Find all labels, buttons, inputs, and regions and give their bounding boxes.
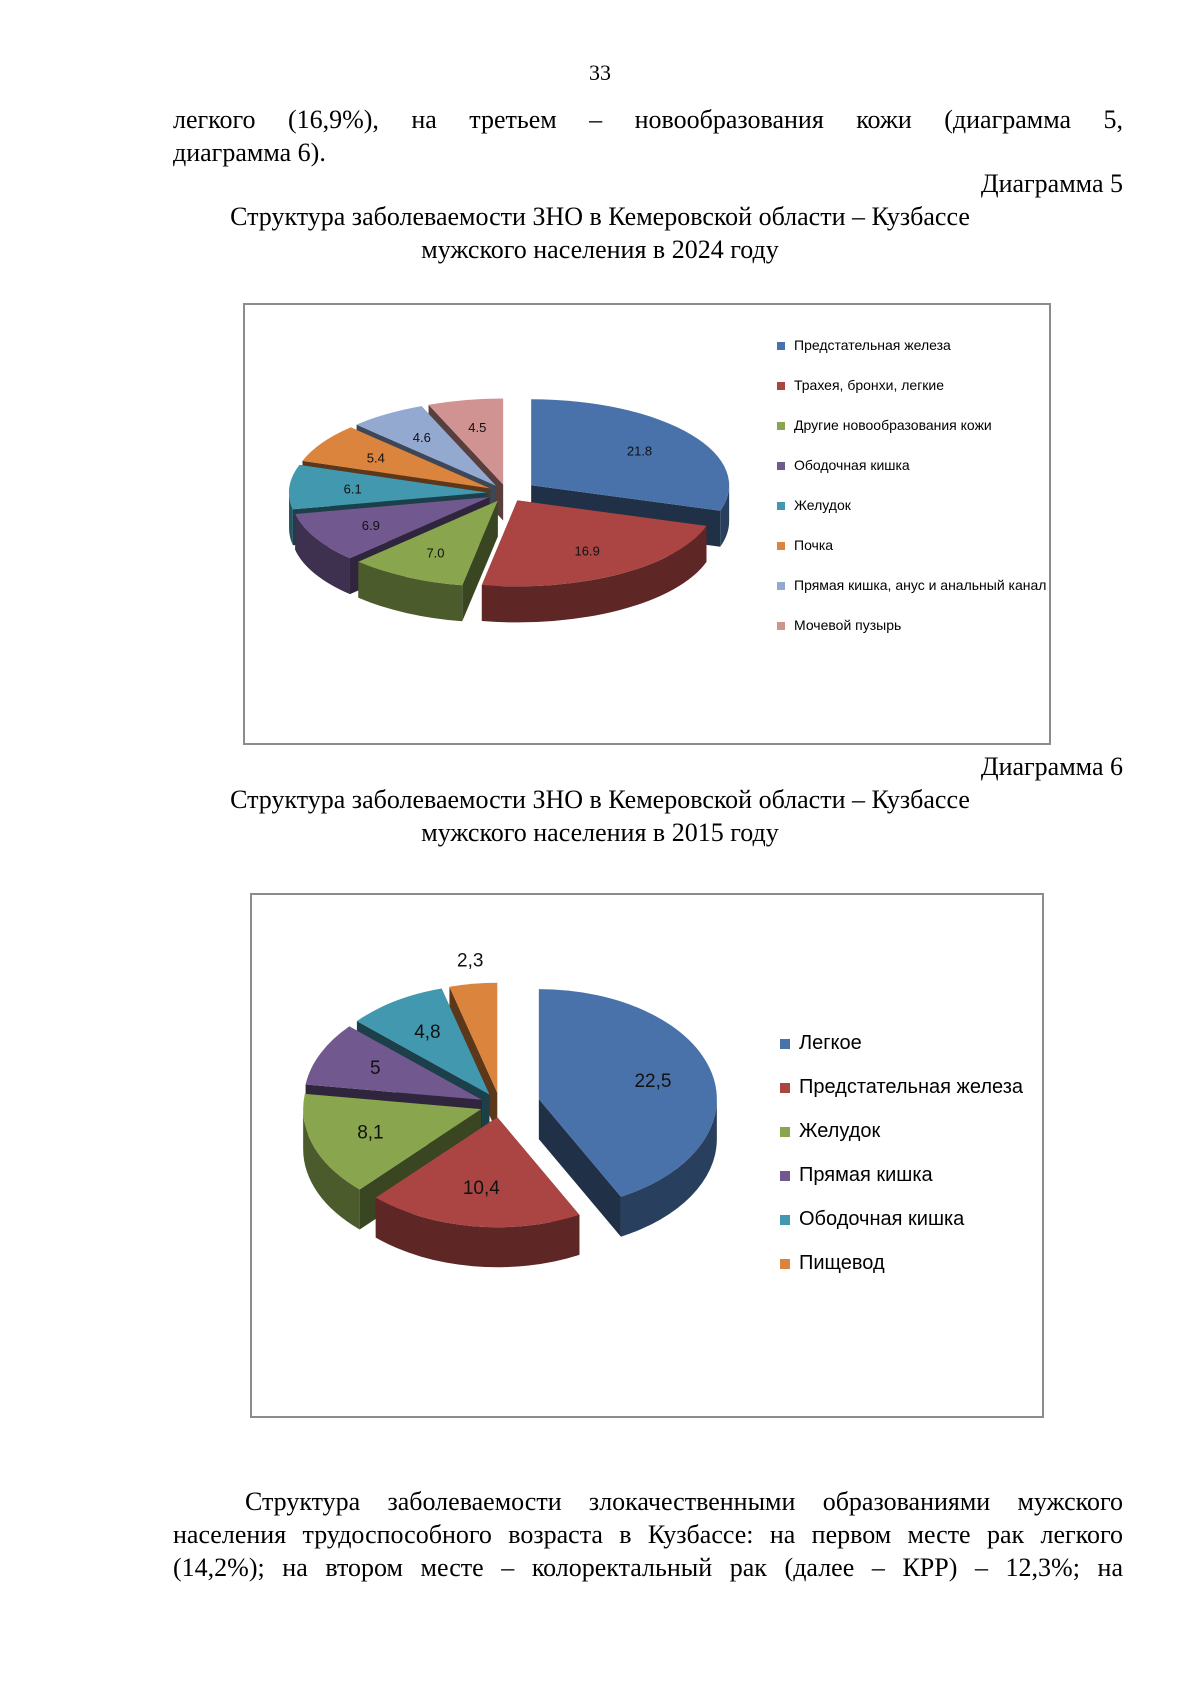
chart6-legend-label: Прямая кишка: [799, 1164, 933, 1186]
chart6-legend-swatch: [780, 1039, 790, 1049]
chart5-caption: [0, 200, 1200, 266]
chart5-data-label-8: 4.5: [468, 420, 487, 436]
chart5-data-label-1: 21.8: [626, 443, 653, 459]
chart6-legend-item-4: [780, 1162, 1040, 1189]
chart6-legend-swatch: [780, 1259, 790, 1269]
chart6-legend-item-3: [780, 1118, 1040, 1145]
chart5-legend-item-4: [777, 457, 1047, 474]
chart6-legend-item-2: [780, 1074, 1040, 1101]
chart5-legend-label: Предстательная железа: [794, 337, 951, 353]
chart5-legend-swatch: [777, 622, 785, 630]
chart5-legend-label: Трахея, бронхи, легкие: [794, 377, 945, 393]
chart5-legend-item-1: [777, 337, 1047, 354]
chart6-legend-item-5: [780, 1206, 1040, 1233]
chart6-data-label-3: 8,1: [357, 1122, 384, 1144]
chart6-label: Диаграмма 6: [980, 752, 1123, 781]
chart5-legend-label: Желудок: [794, 497, 851, 513]
chart6-caption: [0, 783, 1200, 849]
chart5-legend-label: Ободочная кишка: [794, 457, 910, 473]
page-number: 33: [589, 60, 611, 85]
chart6-legend-label: Ободочная кишка: [799, 1208, 965, 1230]
chart5-legend-label: Прямая кишка, анус и анальный канал: [794, 577, 1047, 593]
chart5-label: Диаграмма 5: [980, 169, 1123, 198]
chart5-caption-line-2: мужского населения в 2024 году: [421, 235, 779, 264]
chart6-legend-swatch: [780, 1215, 790, 1225]
chart5-data-label-6: 5.4: [366, 450, 385, 466]
chart6-data-label-5: 4,8: [414, 1021, 441, 1043]
chart6-legend-label: Желудок: [799, 1120, 881, 1142]
chart5-data-label-2: 16.9: [574, 543, 600, 559]
chart5-frame: [243, 303, 1051, 745]
chart5-legend-item-2: [777, 377, 1047, 394]
chart5-legend-swatch: [777, 542, 785, 550]
chart5-legend-label: Другие новообразования кожи: [794, 417, 992, 433]
chart6-data-label-6: 2,3: [457, 950, 484, 972]
chart5-legend-item-5: [777, 497, 1047, 514]
chart6-legend-swatch: [780, 1083, 790, 1093]
chart6-data-label-4: 5: [370, 1058, 381, 1080]
chart6-legend-swatch: [780, 1127, 790, 1137]
chart6-legend: [780, 1030, 1040, 1294]
chart5-legend-label: Почка: [794, 537, 834, 553]
chart6-frame: [250, 893, 1044, 1418]
chart5-legend-swatch: [777, 502, 785, 510]
chart5-legend-item-7: [777, 577, 1047, 594]
chart5-legend-swatch: [777, 342, 785, 350]
chart5-data-label-7: 4.6: [412, 429, 431, 445]
outro-line-1: Структура заболеваемости злокачественными образованиями мужского: [245, 1487, 1123, 1516]
chart5-legend-swatch: [777, 462, 785, 470]
intro-line-1: легкого (16,9%), на третьем – новообразования кожи (диаграмма 5,: [173, 105, 1123, 134]
chart6-legend-item-1: [780, 1030, 1040, 1057]
chart5-legend-swatch: [777, 582, 785, 590]
chart6-legend-swatch: [780, 1171, 790, 1181]
chart6-legend-label: Предстательная железа: [799, 1076, 1023, 1098]
chart6-data-label-1: 22,5: [634, 1070, 672, 1092]
chart5-legend-item-6: [777, 537, 1047, 554]
chart5-legend-swatch: [777, 382, 785, 390]
chart5-legend-swatch: [777, 422, 785, 430]
chart5-legend-item-8: [777, 617, 1047, 634]
chart5-data-label-3: 7.0: [426, 545, 445, 561]
intro-line-2: диаграмма 6).: [173, 138, 326, 167]
chart6-legend-item-6: [780, 1250, 1040, 1277]
chart5-legend-item-3: [777, 417, 1047, 434]
chart5-caption-line-1: Структура заболеваемости ЗНО в Кемеровской области – Кузбассе: [230, 202, 970, 231]
chart5-data-label-4: 6.9: [361, 517, 380, 533]
chart5-data-label-5: 6.1: [343, 481, 362, 497]
chart6-legend-label: Легкое: [799, 1032, 862, 1054]
chart5-legend-label: Мочевой пузырь: [794, 617, 902, 633]
chart6-caption-line-1: Структура заболеваемости ЗНО в Кемеровской области – Кузбассе: [230, 785, 970, 814]
outro-line-2: населения трудоспособного возраста в Кузбассе: на первом месте рак легкого: [173, 1520, 1123, 1549]
chart6-legend-label: Пищевод: [799, 1252, 885, 1274]
outro-line-3: (14,2%); на втором месте – колоректальный рак (далее – КРР) – 12,3%; на: [173, 1553, 1123, 1582]
chart5-legend: [777, 337, 1047, 657]
chart6-data-label-2: 10,4: [462, 1178, 500, 1200]
chart6-caption-line-2: мужского населения в 2015 году: [421, 818, 779, 847]
